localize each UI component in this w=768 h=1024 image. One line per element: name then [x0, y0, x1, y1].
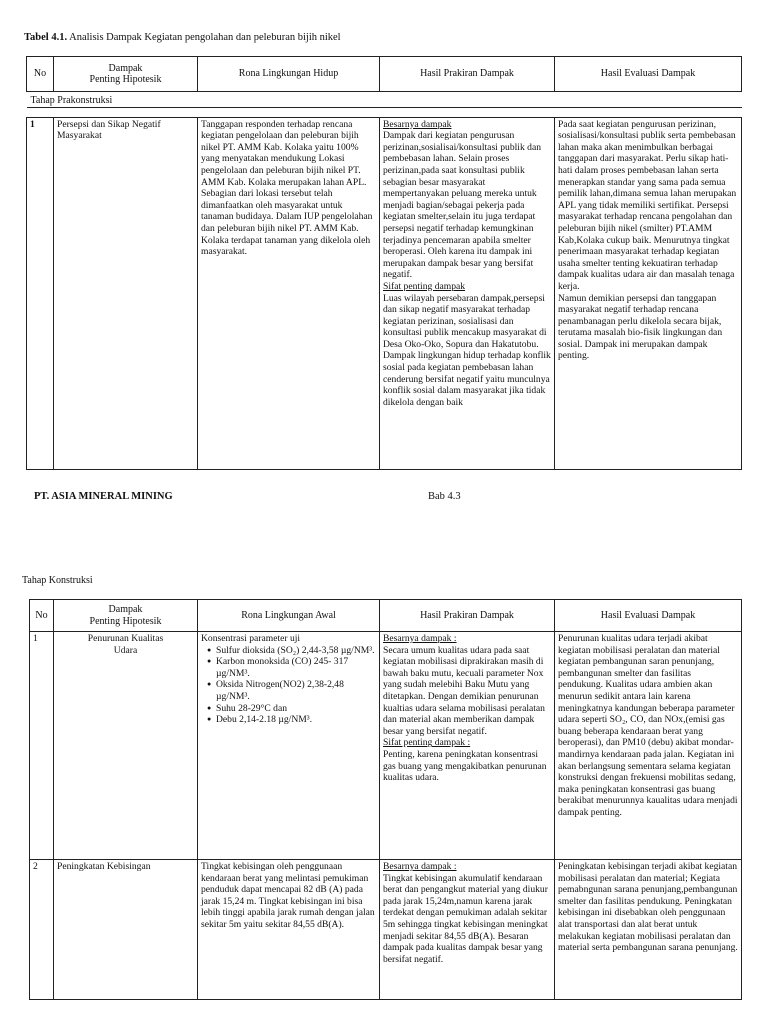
- company-name: PT. ASIA MINERAL MINING: [34, 491, 173, 502]
- table-header-row: [27, 57, 742, 92]
- header-no: No: [30, 600, 54, 632]
- table-row: [27, 117, 742, 469]
- pred-text-significance: Luas wilayah persebaran dampak,persepsi dan sikap negatif masyarakat terhadap kegiatan perizinan, sosialisasi dan konsultasi publik mencakup masyarakat di Desa Oko-Oko, Sopura dan Hakatutobu. Dampak lingkungan hidup terhadap konflik sosial pada kegiatan pembebasan lahan cenderung bersifat negatif yaitu munculnya konflik sosial dalam masyarakat jika tidak dikelola dengan baik: [383, 292, 551, 408]
- row-no: 1: [27, 117, 54, 469]
- row-impact-line1: Peningkatan Kebisingan: [57, 861, 151, 872]
- row-env: [198, 632, 380, 860]
- row-no: 1: [30, 632, 54, 860]
- caption-text: Analisis Dampak Kegiatan pengolahan dan peleburan bijih nikel: [67, 32, 341, 43]
- pred-heading-significance: Sifat penting dampak :: [383, 737, 471, 749]
- env-intro: Konsentrasi parameter uji: [201, 633, 301, 644]
- header-impact: [54, 57, 198, 92]
- table-caption: [24, 32, 341, 43]
- pred-heading-magnitude: Besarnya dampak: [383, 118, 452, 130]
- row-prediction: [380, 860, 555, 1000]
- row-impact-line2: Udara: [113, 644, 138, 656]
- row-impact-line1: Penurunan Kualitas: [87, 633, 164, 644]
- row-evaluation: [555, 117, 742, 469]
- row-env: Tingkat kebisingan oleh penggunaan kendaraan berat yang melintasi pemukiman penduduk dapat mencapai 82 dB (A) pada jarak 15,24 m. Tingkat kebisingan ini bisa lebih tinggi apabila jarak rumah dengan jalan sekitar 5m yaitu sekitar 84,55 dB(A).: [198, 860, 380, 1000]
- header-prediction: Hasil Prakiran Dampak: [380, 600, 555, 632]
- pred-heading-magnitude: Besarnya dampak :: [383, 861, 457, 872]
- chapter-label: Bab 4.3: [428, 491, 461, 502]
- impact-table-preconstruction: [26, 56, 742, 470]
- row-evaluation: Peningkatan kebisingan terjadi akibat kegiatan mobilisasi peralatan dan material; Kegiata pemabngunan sarana penunjang,pembangunan smelter dan fasilitas pendukung. Peningkatan kebisingan ini disebabkan oleh penggunaan alat transportasi dan alat berat untuk melakukan kegiatan mobilisasi peralatan dan material serta pembangunan sarana penunjang.: [555, 860, 742, 1000]
- list-item: ● Karbon monoksida (CO) 245- 317 µg/NM³.: [207, 656, 376, 679]
- pred-text-magnitude: Secara umum kualitas udara pada saat kegiatan mobilisasi diprakirakan masih di bawah baku mutu, kecuali parameter Nox yang sudah melebihi Baku Mutu yang ditetapkan. Dengan demikian penurunan kualtias udara selama mobilisasi peralatan dan material akan memberikan dampak besar yang bersifat negatif.: [383, 644, 545, 737]
- row-prediction: [380, 117, 555, 469]
- table-row: [30, 632, 742, 860]
- list-item: ● Oksida Nitrogen(NO2) 2,38-2,48 µg/NM³.: [207, 679, 376, 702]
- row-impact: Persepsi dan Sikap Negatif Masyarakat: [54, 117, 198, 469]
- row-prediction: [380, 632, 555, 860]
- header-env: Rona Lingkungan Awal: [198, 600, 380, 632]
- list-item: ● Sulfur dioksida (SO₂) 2,44-3,58 µg/NM³.: [207, 645, 376, 657]
- pred-text-magnitude: Dampak dari kegiatan pengurusan perizinan,sosialisai/konsultasi publik dan pembebasan lahan. Selain proses perizinan,pada saat konsultasi publik sebagian besar masyarakat mempertanyakan peluang mereka untuk menjadi bagian/sebagai pekerja pada kegiatan smelter,selain itu juga terdapat persepsi negatif terhadap kemungkinan terjadinya pencemaran apabila smelter beroperasi. Oleh karena itu dampak ini merupakan dampak besar yang bersifat negatif.: [383, 130, 542, 281]
- header-evaluation: Hasil Evaluasi Dampak: [555, 600, 742, 632]
- parameter-list: [201, 645, 376, 726]
- header-impact-line1: Dampak: [108, 62, 143, 74]
- phase-row: [27, 92, 742, 108]
- phase-label: Tahap Prakonstruksi: [30, 95, 113, 106]
- header-impact-line2: Penting Hipotesik: [89, 615, 162, 627]
- phase-label-construction: Tahap Konstruksi: [22, 575, 93, 586]
- caption-label: Tabel 4.1.: [24, 32, 68, 43]
- list-item: ● Debu 2,14-2.18 µg/NM³.: [207, 714, 376, 726]
- table-header-row: [30, 600, 742, 632]
- header-impact-line1: Dampak: [108, 604, 143, 615]
- row-impact: [54, 632, 198, 860]
- row-no: 2: [30, 860, 54, 1000]
- header-env: Rona Lingkungan Hidup: [198, 57, 380, 92]
- impact-table-construction: [29, 599, 742, 1000]
- pred-text-magnitude: Tingkat kebisingan akumulatif kendaraan berat dan pengangkut material yang diukur pada jarak 15,24m,namun karena jarak terdekat dengan pemukiman adalah sekitar 5m sehingga tingkat kebisingan meningkat menjadi sekitar 84,55 dB(A). Besaran dampak pada kualitas dampak besar yang bersifat negatif.: [383, 872, 548, 965]
- row-impact: [54, 860, 198, 1000]
- list-item: ● Suhu 28-29°C dan: [207, 703, 376, 715]
- table-row: [30, 860, 742, 1000]
- header-impact: [54, 600, 198, 632]
- pred-text-significance: Penting, karena peningkatan konsentrasi gas buang yang mengakibatkan penurunan kualitas udara.: [383, 748, 547, 784]
- eval-text-1: Pada saat kegiatan pengurusan perizinan, sosialisasi/konsultasi publik serta pembebasan lahan maka akan menimbulkan berbagai tanggapan dari masyarakat. Perlu sikap hati-hati dalam proses pembebasan lahan serta menerapkan standar yang sama pada semua pemilik lahan,dimana semua lahan merupakan APL yang tidak memiliki sertifikat. Persepsi masyarakat terhadap rencana pengolahan dan peleburan bijih nikel (smilter) PT.AMM Kab,Kolaka cukup baik. Menurutnya tingkat penerimaan masyarakat terhadap kegiatan usaha smelter tenting kekuatiran terhadap dampak kualitas udara air dan masalah tenaga kerja.: [558, 118, 737, 292]
- header-no: No: [27, 57, 54, 92]
- header-evaluation: Hasil Evaluasi Dampak: [555, 57, 742, 92]
- spacer-row: [27, 107, 742, 117]
- pred-heading-magnitude: Besarnya dampak :: [383, 633, 457, 644]
- row-env: Tanggapan responden terhadap rencana kegiatan pengelolaan dan peleburan bijih nikel PT. AMM Kab. Kolaka yaitu 100% yang menyatakan mendukung Lokasi pengelolaan dan peleburan bijih nikel PT. AMM Kab. Kolaka merupakan lahan APL. Sebagian dari lokasi tersebut telah dimanfaatkan oleh masyarakat untuk tanaman budidaya. Dalam IUP pengelolahan dan peleburan bijih nikel PT. AMM Kab. Kolaka terdapat tanaman yang dikelola oleh masyarakat.: [198, 117, 380, 469]
- pred-heading-significance: Sifat penting dampak: [383, 280, 466, 292]
- header-prediction: Hasil Prakiran Dampak: [380, 57, 555, 92]
- eval-text-2: Namun demikian persepsi dan tanggapan masyarakat negatif terhadap rencana penambanagan perlu dikelola secara bijak, terutama masalah bio-fisik lingkungan dan sosial. Dampak ini merupakan dampak penting.: [558, 292, 723, 362]
- row-evaluation: Penurunan kualitas udara terjadi akibat kegiatan mobilisasi peralatan dan material kegiatan pembangunan saran penunjang, pembangunan smelter dan fasilitas pendukung. Kualitas udara ambien akan menurun sedikit antara lain karena meningkatnya kandungan beberapa parameter udara seperti SO₂, CO, dan NOx,(emisi gas buang beberapa kendaraan berat yang beroperasi), dan PM10 (debu) akibat mondar-mandirnya kendaraan pada jalan. Kegiatan ini akan berlangsung sementara selama kegiatan konstruksi dengan frekuensi mobilitas sedang, maka peningkatan konsentrasi gas buang berakibat menurunnya kaualitas udara menjadi dampak penting.: [555, 632, 742, 860]
- header-impact-line2: Penting Hipotesik: [89, 74, 162, 85]
